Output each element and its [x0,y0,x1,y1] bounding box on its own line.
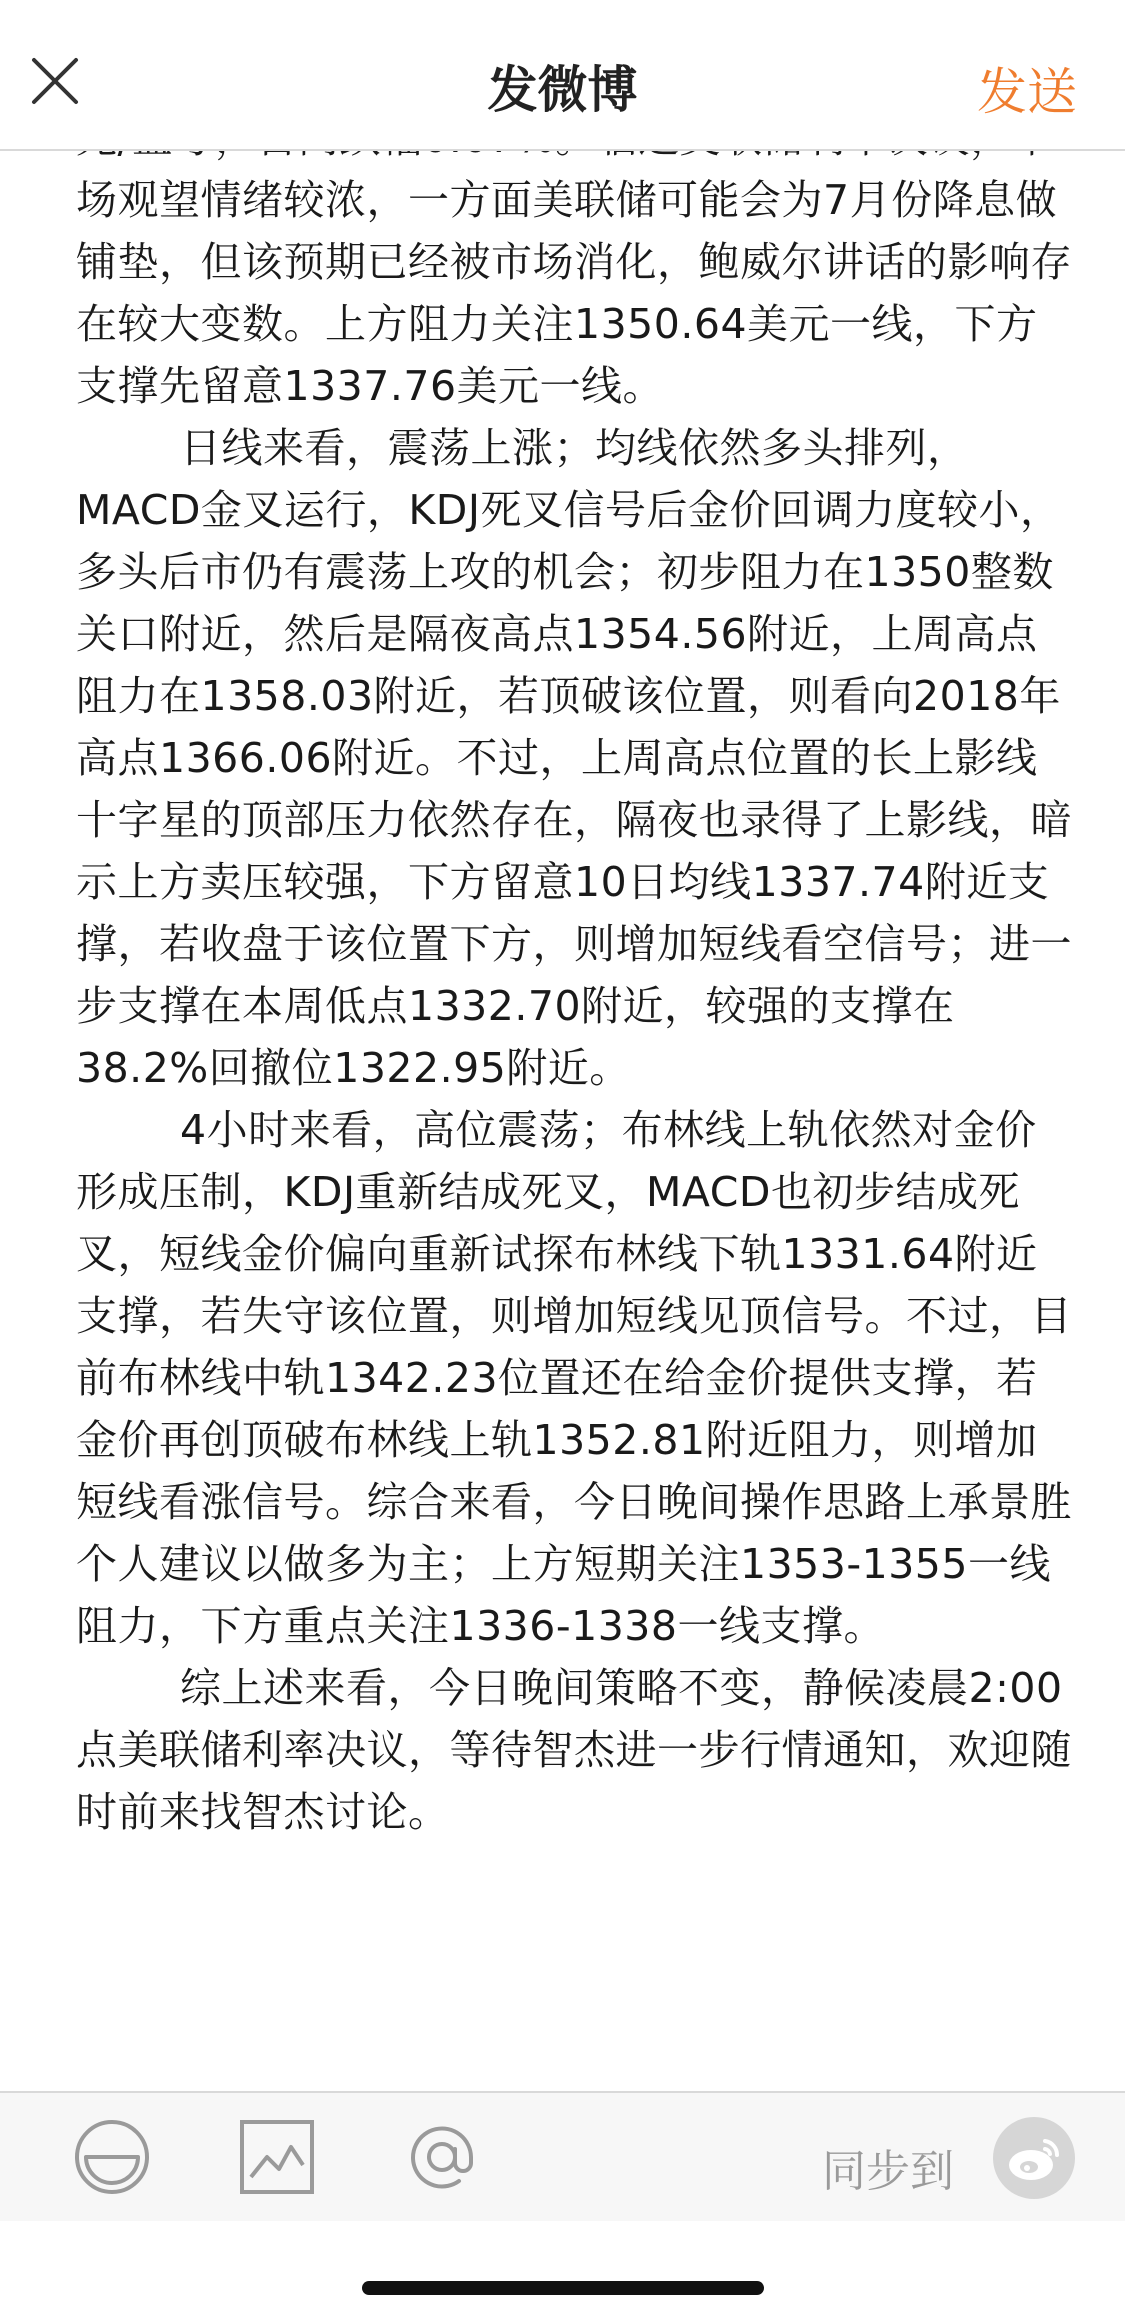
paragraph: 日线来看，震荡上涨；均线依然多头排列，MACD金叉运行，KDJ死叉信号后金价回调力度较小，多头后市仍有震荡上攻的机会；初步阻力在1350整数关口附近，然后是隔夜高点1354.56附近，上周高点阻力在1358.03附近，若顶破该位置，则看向2018年高点1366.06附近。不过，上周高点位置的长上影线十字星的顶部压力依然存在，隔夜也录得了上影线，暗示上方卖压较强，下方留意10日均线1337.74附近支撑，若收盘于该位置下方，则增加短线看空信号；进一步支撑在本周低点1332.70附近，较强的支撑在38.2%回撤位1322.95附近。 [76,424,1072,1092]
image-icon [237,2117,317,2197]
weibo-icon [993,2117,1075,2199]
emoji-icon [72,2117,152,2197]
emoji-button[interactable] [72,2117,152,2197]
send-button[interactable]: 发送 [977,63,1077,121]
paragraph: 4小时来看，高位震荡；布林线上轨依然对金价形成压制，KDJ重新结成死叉，MACD也初步结成死叉，短线金价偏向重新试探布林线下轨1331.64附近支撑，若失守该位置，则增加短线见顶信号。不过，目前布林线中轨1342.23位置还在给金价提供支撑，若金价再创顶破布林线上轨1352.81附近阻力，则增加短线看涨信号。综合来看，今日晚间操作思路上承景胜个人建议以做多为主；上方短期关注1353-1355一线阻力，下方重点关注1336-1338一线支撑。 [76,1106,1072,1650]
weibo-sync-button[interactable] [993,2117,1075,2199]
page-title: 发微博 [487,61,638,119]
home-indicator[interactable] [362,2281,764,2295]
mention-button[interactable] [402,2117,482,2197]
compose-toolbar [0,2091,1125,2221]
paragraph: 场观望情绪较浓，一方面美联储可能会为7月份降息做铺垫，但该预期已经被市场消化，鲍威尔讲话的影响存在较大变数。上方阻力关注1350.64美元一线，下方支撑先留意1337.76美元一线。 [76,176,1072,410]
sync-label: 同步到 [822,2146,954,2197]
image-button[interactable] [237,2117,317,2197]
top-bar [0,0,1125,151]
compose-area[interactable] [0,151,1125,2091]
home-area [0,2221,1125,2324]
mention-icon [402,2117,482,2197]
paragraph: 综上述来看，今日晚间策略不变，静候凌晨2:00点美联储利率决议，等待智杰进一步行情通知，欢迎随时前来找智杰讨论。 [76,1664,1072,1836]
post-text[interactable] [76,107,1076,1843]
